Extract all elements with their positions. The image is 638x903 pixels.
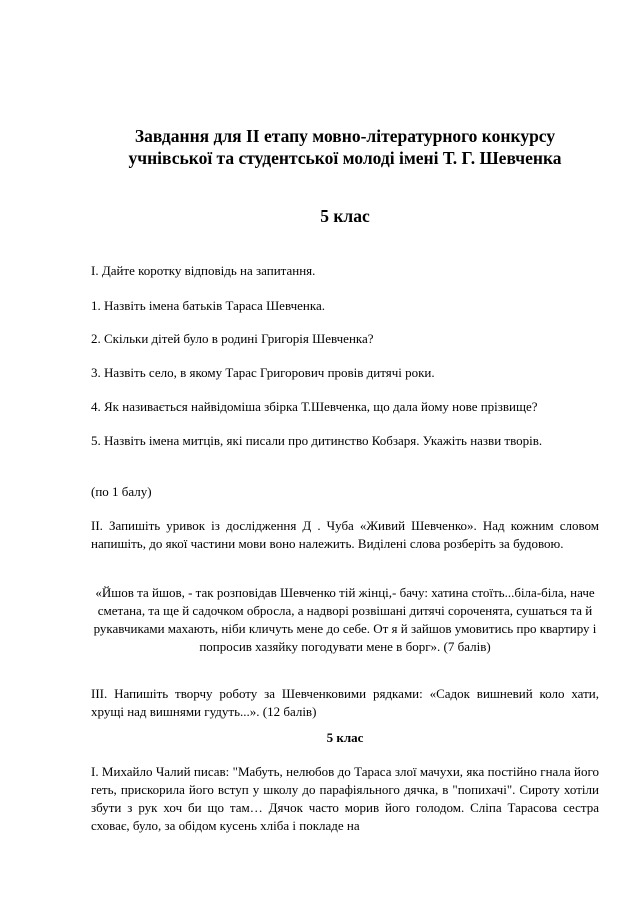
section-3-task: ІІІ. Напишіть творчу роботу за Шевченковими рядками: «Садок вишневий коло хати, хрущі над вишнями гудуть...». (12 балів): [91, 686, 599, 719]
points-note: (по 1 балу): [91, 484, 152, 499]
section-1-intro: І. Дайте коротку відповідь на запитання.: [91, 263, 316, 278]
document-title: Завдання для ІІ етапу мовно-літературного конкурсу учнівської та студентської молоді імені Т. Г. Шевченка: [128, 126, 562, 168]
class-heading-second: 5 клас: [326, 730, 364, 745]
question-4: 4. Як називається найвідоміша збірка Т.Шевченка, що дала йому нове прізвище?: [91, 399, 538, 414]
section-4-text: І. Михайло Чалий писав: "Мабуть, нелюбов до Тараса злої мачухи, яка постійно гнала його геть, прискорила його вступ у школу до парафіяльного дячка, в "попихачі". Сироту хотіли збути з рук хоч би що там… Дячок часто морив його голодом. Сліпа Тарасова сестра сховає, було, за обідом кусень хліба і покладе на: [91, 764, 599, 833]
quote-passage: «Йшов та йшов, - так розповідав Шевченко тій жінці,- бачу: хатина стоїть...біла-біла, наче сметана, та ще й садочком обросла, а надворі розвішані дитячі сороченята, сушаться та й рукавчиками махають, ніби кличуть мене до себе. От я й зайшов умовитись про квартиру і попросив хазяйку погодувати мене в борг». (7 балів): [93, 585, 597, 654]
question-3: 3. Назвіть село, в якому Тарас Григорович провів дитячі роки.: [91, 365, 435, 380]
question-2: 2. Скільки дітей було в родині Григорія Шевченка?: [91, 331, 374, 346]
question-5: 5. Назвіть імена митців, які писали про дитинство Кобзаря. Укажіть назви творів.: [91, 433, 543, 448]
class-heading-first: 5 клас: [320, 206, 370, 226]
section-2-task: ІІ. Запишіть уривок із дослідження Д . Чуба «Живий Шевченко». Над кожним словом напишіть, до якої частини мови воно належить. Виділені слова розберіть за будовою.: [91, 518, 599, 551]
question-1: 1. Назвіть імена батьків Тараса Шевченка.: [91, 298, 325, 313]
